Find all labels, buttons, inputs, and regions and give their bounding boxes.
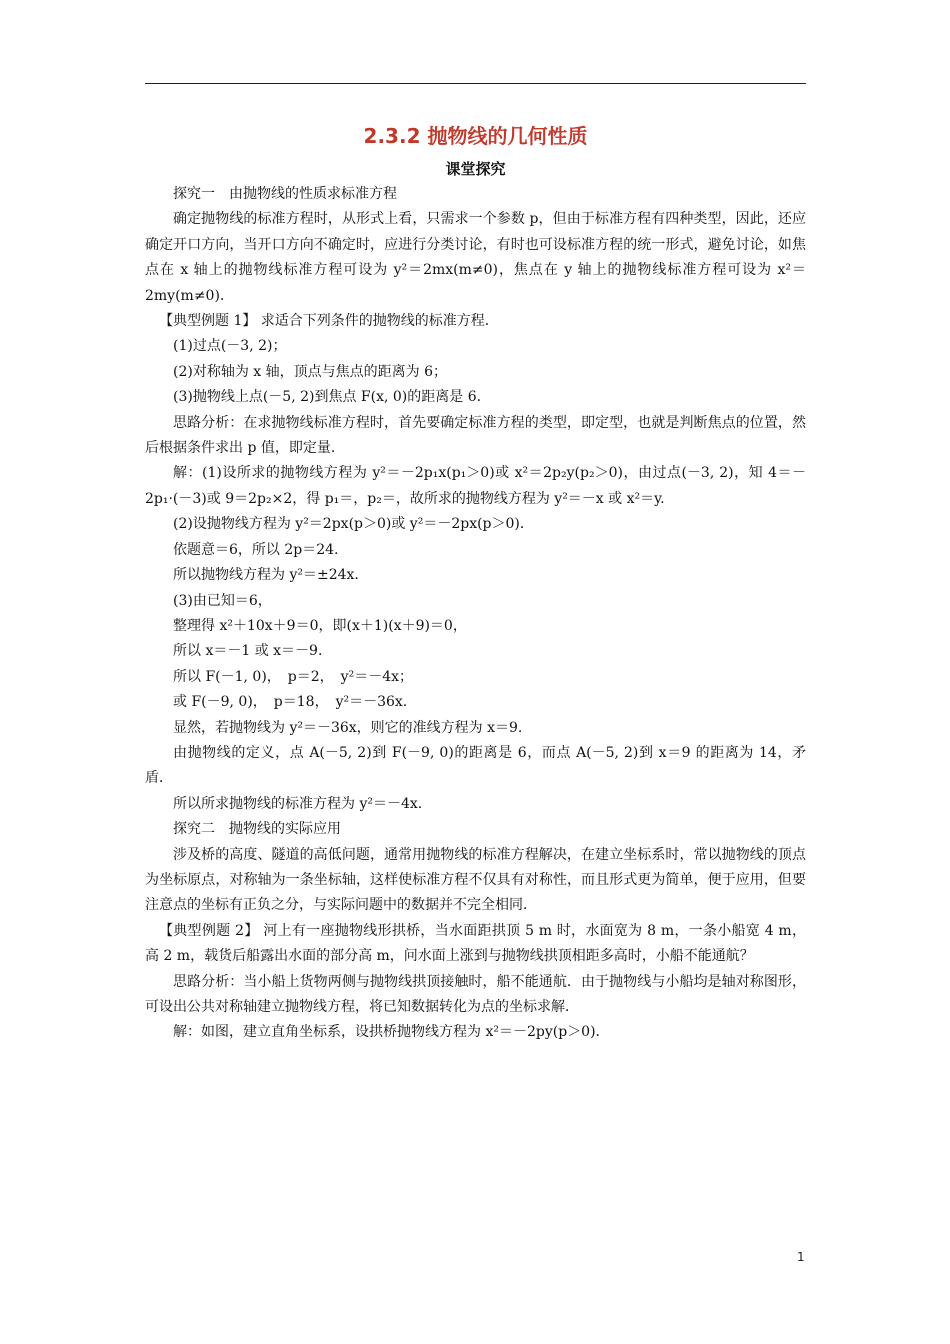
example-2-heading: 【典型例题 2】 河上有一座抛物线形拱桥，当水面距拱顶 5 m 时，水面宽为 8 m，一条小船宽 4 m，高 2 m，载货后船露出水面的部分高 m，问水面上涨到与抛物线拱顶相距多高时，小船不能通航？: [145, 922, 806, 965]
paragraph: 解：如图，建立直角坐标系，设拱桥抛物线方程为 x²＝－2py(p＞0)．: [173, 1024, 610, 1041]
paragraph: 涉及桥的高度、隧道的高低问题，通常用抛物线的标准方程解决，在建立坐标系时，常以抛物线的顶点为坐标原点，对称轴为一条坐标轴，这样使标准方程不仅具有对称性，而且形式更为简单，便于应用，但要注意点的坐标有正负之分，与实际问题中的数据并不完全相同．: [145, 846, 806, 914]
paragraph: (3)由已知＝6，: [173, 592, 272, 609]
paragraph: 所以所求抛物线的标准方程为 y²＝－4x.: [173, 795, 423, 812]
page-title: 2.3.2 抛物线的几何性质: [363, 124, 588, 148]
paragraph: 或 F(－9, 0)， p＝18， y²＝－36x.: [173, 694, 408, 711]
paragraph: 所以 F(－1, 0)， p＝2， y²＝－4x；: [173, 668, 413, 685]
paragraph: 思路分析：当小船上货物两侧与抛物线拱顶接触时，船不能通航．由于抛物线与小船均是轴对称图形，可设出公共对称轴建立抛物线方程，将已知数据转化为点的坐标求解．: [145, 973, 806, 1015]
paragraph: 解：(1)设所求的抛物线方程为 y²＝－2p₁x(p₁＞0)或 x²＝2p₂y(p₂＞0)，由过点(－3, 2)，知 4＝－2p₁·(－3)或 9＝2p₂×2，得 p₁＝，p₂＝，故所求的抛物线方程为 y²＝－x 或 x²＝y.: [145, 465, 806, 507]
paragraph: 显然，若抛物线为 y²＝－36x，则它的准线方程为 x＝9.: [173, 719, 523, 736]
paragraph: 所以抛物线方程为 y²＝±24x.: [173, 567, 359, 584]
paragraph: 依题意＝6，所以 2p＝24.: [173, 541, 339, 558]
example-1-heading: 【典型例题 1】 求适合下列条件的抛物线的标准方程．: [159, 313, 499, 330]
section-heading-2: 探究二 抛物线的实际应用: [173, 821, 341, 838]
page-number: 1: [797, 1250, 805, 1264]
paragraph: (2)对称轴为 x 轴，顶点与焦点的距离为 6；: [173, 363, 447, 380]
section-subtitle: 课堂探究: [445, 160, 506, 178]
document-body: [145, 122, 806, 1046]
paragraph: (2)设抛物线方程为 y²＝2px(p＞0)或 y²＝－2px(p＞0)．: [173, 516, 534, 533]
paragraph: 由抛物线的定义，点 A(－5, 2)到 F(－9, 0)的距离是 6，而点 A(－5, 2)到 x＝9 的距离为 14，矛盾．: [145, 744, 806, 787]
header-rule: [145, 83, 806, 84]
paragraph: 整理得 x²＋10x＋9＝0，即(x＋1)(x＋9)＝0，: [173, 617, 467, 634]
paragraph: (3)抛物线上点(－5, 2)到焦点 F(x, 0)的距离是 6.: [173, 389, 482, 406]
paragraph: (1)过点(－3, 2)；: [173, 338, 287, 355]
paragraph: 思路分析：在求抛物线标准方程时，首先要确定标准方程的类型，即定型，也就是判断焦点的位置，然后根据条件求出 p 值，即定量．: [145, 414, 806, 457]
paragraph: 所以 x＝－1 或 x＝－9.: [173, 643, 323, 660]
paragraph: 确定抛物线的标准方程时，从形式上看，只需求一个参数 p，但由于标准方程有四种类型，因此，还应确定开口方向，当开口方向不确定时，应进行分类讨论，有时也可设标准方程的统一形式，避免讨论，如焦点在 x 轴上的抛物线标准方程可设为 y²＝2mx(m≠0)，焦点在 y 轴上的抛物线标准方程可设为 x²＝2my(m≠0)．: [145, 211, 806, 304]
section-heading-1: 探究一 由抛物线的性质求标准方程: [173, 186, 397, 202]
